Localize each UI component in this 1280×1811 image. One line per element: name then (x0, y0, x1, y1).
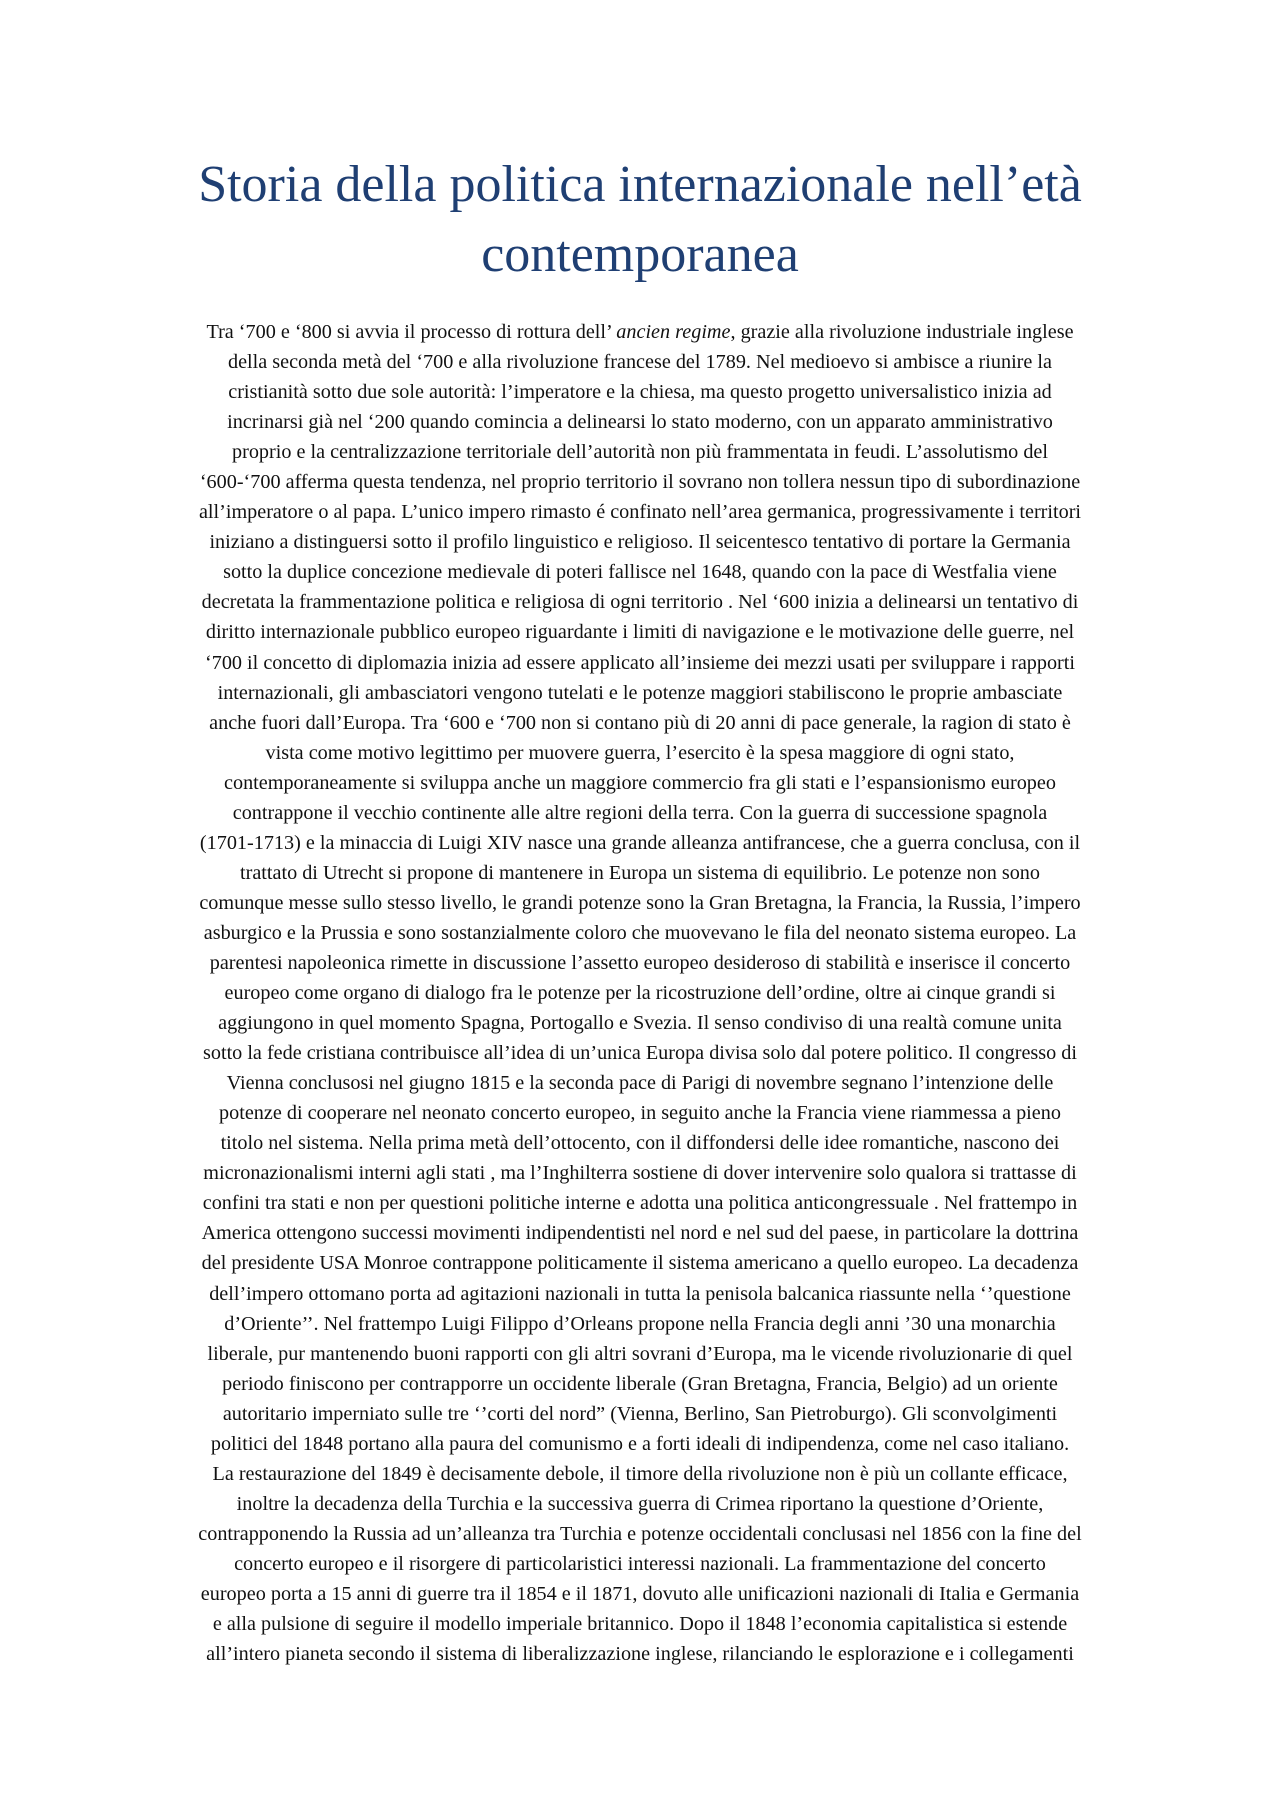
paragraph-line: proprio e la centralizzazione territoriale dell’autorità non più frammentata in feudi. L’assolutismo del (232, 441, 1048, 464)
paragraph-line: contrapponendo la Russia ad un’alleanza tra Turchia e potenze occidentali conclusasi nel 1856 con la fine del (198, 1522, 1082, 1545)
paragraph-line: contemporaneamente si sviluppa anche un maggiore commercio fra gli stati e l’espansionismo europeo (224, 771, 1056, 794)
italic-term: ancien regime (616, 321, 731, 343)
paragraph-line: all’intero pianeta secondo il sistema di liberalizzazione inglese, rilanciando le esplorazione e i collegamenti (206, 1643, 1074, 1666)
paragraph-line: sotto la fede cristiana contribuisce all’idea di un’unica Europa divisa solo dal potere politico. Il congresso di (203, 1042, 1077, 1065)
paragraph-line: decretata la frammentazione politica e religiosa di ogni territorio . Nel ‘600 inizia a delinearsi un tentativo di (201, 591, 1079, 614)
title-line: contemporanea (481, 226, 799, 283)
title-line: Storia della politica internazionale nell’età (198, 156, 1082, 213)
paragraph-line: potenze di cooperare nel neonato concerto europeo, in seguito anche la Francia viene riammessa a pieno (219, 1102, 1061, 1125)
paragraph-line: d’Oriente’’. Nel frattempo Luigi Filippo d’Orleans propone nella Francia degli anni ’30 una monarchia (224, 1312, 1056, 1335)
paragraph-line: anche fuori dall’Europa. Tra ‘600 e ‘700 non si contano più di 20 anni di pace generale, la ragion di stato è (209, 711, 1071, 734)
paragraph-line: della seconda metà del ‘700 e alla rivoluzione francese del 1789. Nel medioevo si ambisce a riunire la (227, 351, 1052, 374)
paragraph-line: parentesi napoleonica rimette in discussione l’assetto europeo desideroso di stabilità e inserisce il concerto (209, 951, 1071, 974)
paragraph-line (118, 317, 1162, 347)
paragraph-line: liberale, pur mantenendo buoni rapporti con gli altri sovrani d’Europa, ma le vicende rivoluzionarie di quel (207, 1342, 1073, 1365)
paragraph-line: comunque messe sullo stesso livello, le grandi potenze sono la Gran Bretagna, la Francia, la Russia, l’impero (199, 891, 1081, 914)
paragraph-line: e alla pulsione di seguire il modello imperiale britannico. Dopo il 1848 l’economia capitalistica si estende (212, 1613, 1068, 1636)
paragraph-line: trattato di Utrecht si propone di mantenere in Europa un sistema di equilibrio. Le potenze non sono (240, 861, 1040, 884)
paragraph-line: contrappone il vecchio continente alle altre regioni della terra. Con la guerra di successione spagnola (232, 801, 1048, 824)
paragraph-line: all’imperatore o al papa. L’unico impero rimasto é confinato nell’area germanica, progressivamente i territori (198, 501, 1082, 524)
paragraph-line: concerto europeo e il risorgere di particolaristici interessi nazionali. La frammentazione del concerto (234, 1552, 1046, 1575)
paragraph-line: del presidente USA Monroe contrappone politicamente il sistema americano a quello europeo. La decadenza (201, 1252, 1079, 1275)
body-paragraph (118, 317, 1162, 1669)
paragraph-line: ‘600-‘700 afferma questa tendenza, nel proprio territorio il sovrano non tollera nessun tipo di subordinazione (199, 471, 1081, 494)
paragraph-line: europeo porta a 15 anni di guerre tra il 1854 e il 1871, dovuto alle unificazioni nazionali di Italia e Germania (200, 1582, 1080, 1605)
paragraph-line: (1701-1713) e la minaccia di Luigi XIV nasce una grande alleanza antifrancese, che a guerra conclusa, con il (199, 831, 1081, 854)
paragraph-line: titolo nel sistema. Nella prima metà dell’ottocento, con il diffondersi delle idee romantiche, nascono dei (220, 1132, 1060, 1155)
text-run: , grazie alla rivoluzione industriale inglese (730, 321, 1074, 343)
paragraph-line: ‘700 il concetto di diplomazia inizia ad essere applicato all’insieme dei mezzi usati per sviluppare i rapporti (205, 651, 1075, 674)
paragraph-line: europeo come organo di dialogo fra le potenze per la ricostruzione dell’ordine, oltre ai cinque grandi si (224, 982, 1056, 1005)
paragraph-line: autoritario imperniato sulle tre ‘’corti del nord” (Vienna, Berlino, San Pietroburgo). Gli sconvolgimenti (222, 1402, 1058, 1425)
paragraph-line: La restaurazione del 1849 è decisamente debole, il timore della rivoluzione non è più un collante efficace, (212, 1462, 1068, 1485)
paragraph-line: aggiungono in quel momento Spagna, Portogallo e Svezia. Il senso condiviso di una realtà comune unita (218, 1012, 1062, 1035)
paragraph-line: sotto la duplice concezione medievale di poteri fallisce nel 1648, quando con la pace di Westfalia viene (223, 561, 1057, 584)
paragraph-line: micronazionalismi interni agli stati , ma l’Inghilterra sostiene di dover intervenire solo qualora si trattasse di (203, 1162, 1077, 1185)
paragraph-line: vista come motivo legittimo per muovere guerra, l’esercito è la spesa maggiore di ogni stato, (265, 741, 1015, 764)
paragraph-line: politici del 1848 portano alla paura del comunismo e a forti ideali di indipendenza, come nel caso italiano. (210, 1432, 1070, 1455)
paragraph-line: iniziano a distinguersi sotto il profilo linguistico e religioso. Il seicentesco tentativo di portare la Germania (209, 531, 1071, 554)
paragraph-line: internazionali, gli ambasciatori vengono tutelati e le potenze maggiori stabiliscono le proprie ambasciate (217, 681, 1063, 704)
paragraph-line: dell’impero ottomano porta ad agitazioni nazionali in tutta la penisola balcanica riassunte nella ‘’questione (209, 1282, 1071, 1305)
paragraph-lines (118, 347, 1162, 1669)
paragraph-line: asburgico e la Prussia e sono sostanzialmente coloro che muovevano le fila del neonato sistema europeo. La (203, 921, 1077, 944)
paragraph-line: incrinarsi già nel ‘200 quando comincia a delinearsi lo stato moderno, con un apparato amministrativo (227, 411, 1053, 434)
paragraph-line: diritto internazionale pubblico europeo riguardante i limiti di navigazione e le motivazione delle guerre, nel (205, 621, 1075, 644)
paragraph-line: America ottengono successi movimenti indipendentisti nel nord e nel sud del paese, in particolare la dottrina (201, 1222, 1079, 1245)
paragraph-line: cristianità sotto due sole autorità: l’imperatore e la chiesa, ma questo progetto universalistico inizia ad (228, 381, 1052, 404)
text-run: Tra ‘700 e ‘800 si avvia il processo di rottura dell’ (206, 321, 617, 343)
paragraph-line: Vienna conclusosi nel giugno 1815 e la seconda pace di Parigi di novembre segnano l’intenzione delle (226, 1072, 1054, 1095)
paragraph-line: inoltre la decadenza della Turchia e la successiva guerra di Crimea riportano la questione d’Oriente, (236, 1492, 1044, 1515)
document-title (100, 150, 1180, 290)
paragraph-line: periodo finiscono per contrapporre un occidente liberale (Gran Bretagna, Francia, Belgio) ad un oriente (222, 1372, 1058, 1395)
paragraph-line: confini tra stati e non per questioni politiche interne e adotta una politica anticongressuale . Nel frattempo in (202, 1192, 1078, 1215)
